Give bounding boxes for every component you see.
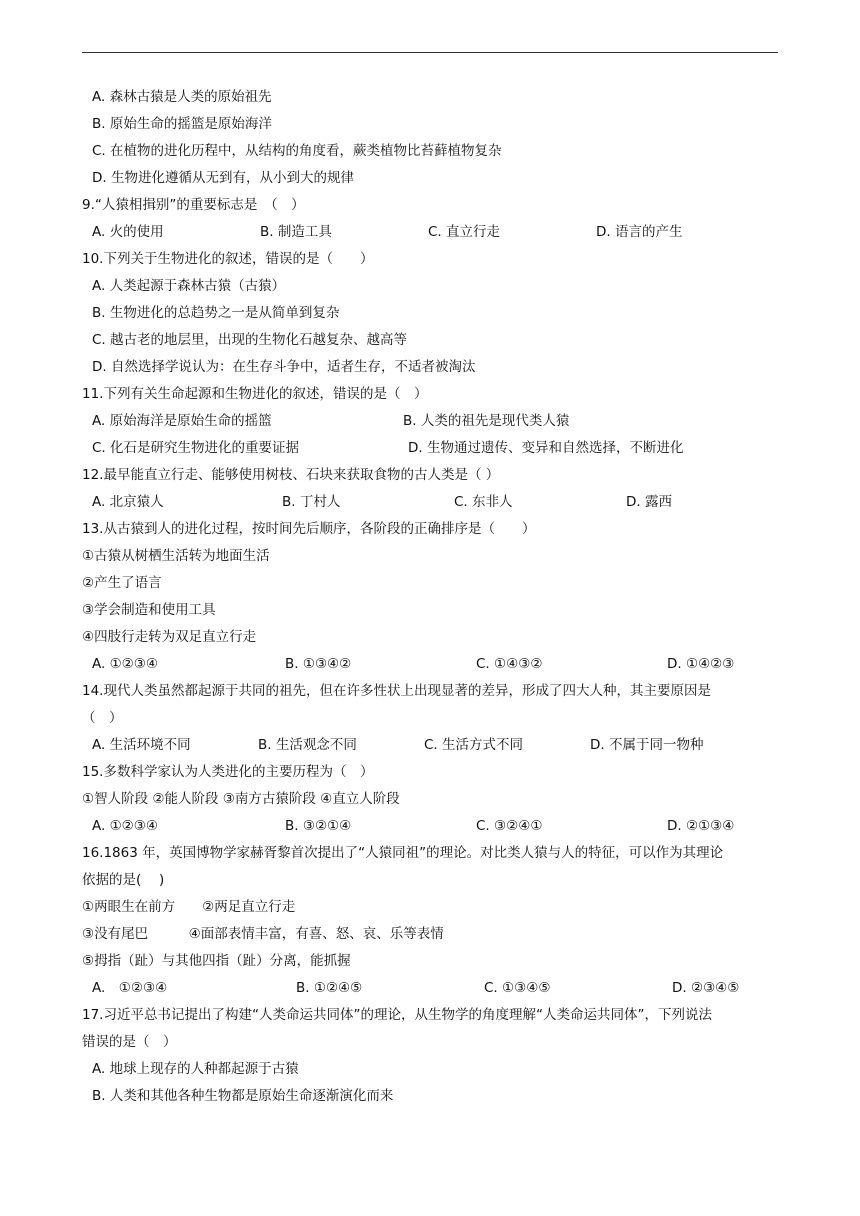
q15-option-c: C. ③②④① (476, 818, 543, 834)
q9-option-b: B. 制造工具 (260, 224, 332, 240)
q16-item-5: ⑤拇指（趾）与其他四指（趾）分离，能抓握 (82, 953, 351, 969)
q13-item-1: ①古猿从树栖生活转为地面生活 (82, 548, 270, 564)
q16-items-1-2: ①两眼生在前方 ②两足直立行走 (82, 899, 296, 915)
q15-option-a: A. ①②③④ (92, 818, 158, 834)
q12-option-a: A. 北京猿人 (92, 494, 164, 510)
q11-option-d: D. 生物通过遗传、变异和自然选择，不断进化 (408, 440, 684, 456)
q8-option-c: C. 在植物的进化历程中，从结构的角度看，蕨类植物比苔藓植物复杂 (92, 143, 502, 159)
q16-option-d: D. ②③④⑤ (672, 980, 740, 996)
q16-option-c: C. ①③④⑤ (484, 980, 551, 996)
q11-option-c: C. 化石是研究生物进化的重要证据 (92, 440, 300, 456)
q11-stem: 11.下列有关生命起源和生物进化的叙述，错误的是（ ） (82, 386, 428, 402)
q14-option-b: B. 生活观念不同 (258, 737, 357, 753)
q15-option-b: B. ③②①④ (285, 818, 352, 834)
q13-item-3: ③学会制造和使用工具 (82, 602, 216, 618)
q16-option-b: B. ①②④⑤ (296, 980, 363, 996)
q14-stem-line1: 14.现代人类虽然都起源于共同的祖先，但在许多性状上出现显著的差异，形成了四大人种，其主要原因是 (82, 683, 711, 699)
q13-stem: 13.从古猿到人的进化过程，按时间先后顺序，各阶段的正确排序是（ ） (82, 521, 536, 537)
q8-option-b: B. 原始生命的摇篮是原始海洋 (92, 116, 272, 132)
q15-items: ①智人阶段 ②能人阶段 ③南方古猿阶段 ④直立人阶段 (82, 791, 400, 807)
q12-option-c: C. 东非人 (454, 494, 513, 510)
q15-option-d: D. ②①③④ (667, 818, 735, 834)
q16-stem-line2: 依据的是( ) (82, 872, 165, 888)
q14-option-c: C. 生活方式不同 (424, 737, 524, 753)
q15-stem: 15.多数科学家认为人类进化的主要历程为（ ） (82, 764, 374, 780)
q8-option-d: D. 生物进化遵循从无到有，从小到大的规律 (92, 170, 354, 186)
q9-option-a: A. 火的使用 (92, 224, 164, 240)
q9-option-c: C. 直立行走 (428, 224, 501, 240)
q13-option-a: A. ①②③④ (92, 656, 158, 672)
q10-option-b: B. 生物进化的总趋势之一是从简单到复杂 (92, 305, 340, 321)
q12-option-d: D. 露西 (626, 494, 672, 510)
q13-option-b: B. ①③④② (285, 656, 352, 672)
q11-option-a: A. 原始海洋是原始生命的摇篮 (92, 413, 272, 429)
q12-option-b: B. 丁村人 (282, 494, 341, 510)
q17-option-a: A. 地球上现存的人种都起源于古猿 (92, 1061, 299, 1077)
q16-option-a: A. ①②③④ (92, 980, 168, 996)
q13-option-d: D. ①④②③ (667, 656, 735, 672)
q17-stem-line1: 17.习近平总书记提出了构建“人类命运共同体”的理论，从生物学的角度理解“人类命运共同体”，下列说法 (82, 1007, 712, 1023)
q14-option-a: A. 生活环境不同 (92, 737, 191, 753)
q9-option-d: D. 语言的产生 (596, 224, 683, 240)
q13-item-2: ②产生了语言 (82, 575, 162, 591)
q12-stem: 12.最早能直立行走、能够使用树枝、石块来获取食物的古人类是（ ） (82, 467, 500, 483)
q8-option-a: A. 森林古猿是人类的原始祖先 (92, 89, 272, 105)
q14-option-d: D. 不属于同一物种 (590, 737, 704, 753)
q9-stem: 9.“人猿相揖别”的重要标志是 （ ） (82, 197, 305, 213)
q13-option-c: C. ①④③② (476, 656, 543, 672)
header-rule (82, 52, 778, 53)
q17-stem-line2: 错误的是（ ） (82, 1034, 177, 1050)
q14-stem-line2: （ ） (82, 710, 123, 726)
q16-items-3-4: ③没有尾巴 ④面部表情丰富，有喜、怒、哀、乐等表情 (82, 926, 444, 942)
q10-option-a: A. 人类起源于森林古猿（古猿） (92, 278, 286, 294)
q11-option-b: B. 人类的祖先是现代类人猿 (403, 413, 570, 429)
q10-stem: 10.下列关于生物进化的叙述，错误的是（ ） (82, 251, 374, 267)
q10-option-c: C. 越古老的地层里，出现的生物化石越复杂、越高等 (92, 332, 408, 348)
q13-item-4: ④四肢行走转为双足直立行走 (82, 629, 257, 645)
q10-option-d: D. 自然选择学说认为：在生存斗争中，适者生存，不适者被淘汰 (92, 359, 476, 375)
q17-option-b: B. 人类和其他各种生物都是原始生命逐渐演化而来 (92, 1088, 394, 1104)
q16-stem-line1: 16.1863 年，英国博物学家赫胥黎首次提出了“人猿同祖”的理论。对比类人猿与人的特征，可以作为其理论 (82, 845, 724, 861)
